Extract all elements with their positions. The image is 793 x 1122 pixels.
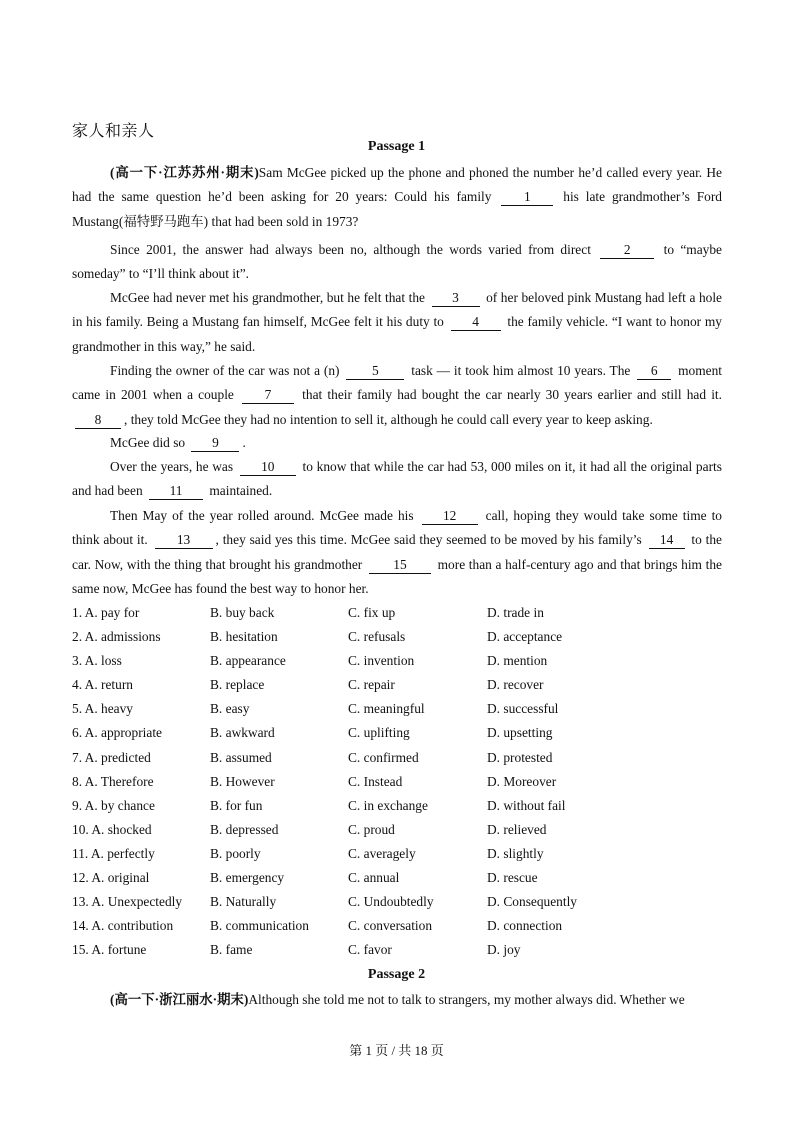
option-d[interactable]: D. joy <box>487 942 521 958</box>
option-a[interactable]: 11. A. perfectly <box>72 845 155 861</box>
blank-6[interactable]: 6 <box>637 363 671 380</box>
option-a[interactable]: 8. A. Therefore <box>72 773 154 789</box>
blank-12[interactable]: 12 <box>422 508 478 525</box>
option-c[interactable]: C. annual <box>348 870 400 886</box>
section-title: 家人和亲人 <box>72 123 155 140</box>
option-row <box>72 818 722 842</box>
option-d[interactable]: D. connection <box>487 918 563 934</box>
option-a[interactable]: 12. A. original <box>72 870 150 886</box>
option-d[interactable]: D. rescue <box>487 870 538 886</box>
blank-4[interactable]: 4 <box>451 314 501 331</box>
option-b[interactable]: B. emergency <box>210 870 285 886</box>
option-b[interactable]: B. Naturally <box>210 894 277 910</box>
option-d[interactable]: D. without fail <box>487 797 566 813</box>
blank-7[interactable]: 7 <box>242 387 294 404</box>
passage-2-title: Passage 2 <box>367 967 426 982</box>
option-c[interactable]: C. favor <box>348 942 392 958</box>
option-b[interactable]: B. hesitation <box>210 629 278 645</box>
option-d[interactable]: D. Moreover <box>487 773 557 789</box>
option-d[interactable]: D. slightly <box>487 845 544 861</box>
option-b[interactable]: B. buy back <box>210 605 275 620</box>
blank-14[interactable]: 14 <box>649 532 685 549</box>
option-d[interactable]: D. upsetting <box>487 725 553 741</box>
option-d[interactable]: D. relieved <box>487 821 547 837</box>
option-a[interactable]: 2. A. admissions <box>72 629 161 645</box>
blank-10[interactable]: 10 <box>240 459 296 476</box>
passage-2-paragraph-1: (高一下·浙江丽水·期末)Although she told me not to talk to strangers, my mother always did. Whether we <box>110 992 685 1007</box>
option-b[interactable]: B. replace <box>210 677 265 693</box>
option-c[interactable]: C. refusals <box>348 629 406 645</box>
passage-2-source: (高一下·浙江丽水·期末) <box>110 992 249 1007</box>
passage-1-paragraph-2: Since 2001, the answer had always been no, although the words varied from direct 2 to “maybe someday” to “I’ll think about it”. <box>72 242 722 282</box>
option-c[interactable]: C. confirmed <box>348 749 419 765</box>
option-c[interactable]: C. in exchange <box>348 797 428 813</box>
option-row <box>72 770 722 794</box>
option-b[interactable]: B. However <box>210 773 275 789</box>
blank-13[interactable]: 13 <box>155 532 213 549</box>
option-c[interactable]: C. averagely <box>348 845 416 861</box>
option-b[interactable]: B. for fun <box>210 797 263 813</box>
option-b[interactable]: B. assumed <box>210 749 272 765</box>
blank-8[interactable]: 8 <box>75 412 121 429</box>
option-a[interactable]: 9. A. by chance <box>72 797 155 813</box>
option-c[interactable]: C. proud <box>348 821 395 837</box>
option-row <box>72 794 722 818</box>
passage-1-paragraph-5: McGee did so 9 . <box>110 435 246 450</box>
option-a[interactable]: 13. A. Unexpectedly <box>72 894 183 910</box>
option-a[interactable]: 1. A. pay for <box>72 605 140 620</box>
option-b[interactable]: B. easy <box>210 701 250 717</box>
option-a[interactable]: 15. A. fortune <box>72 942 147 958</box>
blank-9[interactable]: 9 <box>191 435 239 452</box>
option-c[interactable]: C. uplifting <box>348 725 410 741</box>
option-a[interactable]: 5. A. heavy <box>72 701 133 717</box>
option-row <box>72 842 722 866</box>
option-a[interactable]: 10. A. shocked <box>72 821 152 837</box>
blank-15[interactable]: 15 <box>369 557 431 574</box>
option-row <box>72 721 722 745</box>
option-b[interactable]: B. depressed <box>210 821 279 837</box>
passage-1-paragraph-7: Then May of the year rolled around. McGee made his 12 call, hoping they would take some time to think about it. 13 , they said yes this time. McGee said they seemed to be moved by his family’s 14 to the car. Now, with the thing that brought his grandmother 15 more than a half-century ago and that brings him the same now, McGee has found the best way to honor her. <box>72 508 723 597</box>
option-b[interactable]: B. poorly <box>210 845 261 861</box>
option-a[interactable]: 14. A. contribution <box>72 918 174 934</box>
option-c[interactable]: C. repair <box>348 677 395 693</box>
option-a[interactable]: 6. A. appropriate <box>72 725 162 741</box>
option-d[interactable]: D. Consequently <box>487 894 578 910</box>
option-d[interactable]: D. protested <box>487 749 553 765</box>
option-row <box>72 601 722 625</box>
passage-1-paragraph-4: Finding the owner of the car was not a (n) 5 task — it took him almost 10 years. The 6 moment came in 2001 when a couple 7 that their family had bought the car nearly 30 years earlier and still had it. 8 , they told McGee they had no intention to sell it, although he could call every year to keep asking. <box>72 363 722 427</box>
passage-1-paragraph-3: McGee had never met his grandmother, but he felt that the 3 of her beloved pink Mustang had left a hole in his family. Being a Mustang fan himself, McGee felt it his duty to 4 the family vehicle. “I want to honor my grandmother in this way,” he said. <box>72 290 722 354</box>
option-d[interactable]: D. trade in <box>487 605 544 620</box>
option-c[interactable]: C. conversation <box>348 918 433 934</box>
option-b[interactable]: B. awkward <box>210 725 275 741</box>
option-b[interactable]: B. appearance <box>210 653 286 669</box>
passage-1-title: Passage 1 <box>367 139 426 154</box>
option-d[interactable]: D. acceptance <box>487 629 563 645</box>
option-d[interactable]: D. successful <box>487 701 559 717</box>
option-c[interactable]: C. meaningful <box>348 701 425 717</box>
option-a[interactable]: 3. A. loss <box>72 653 122 669</box>
option-row <box>72 914 722 938</box>
option-row <box>72 697 722 721</box>
option-d[interactable]: D. mention <box>487 653 548 669</box>
option-c[interactable]: C. Instead <box>348 773 403 789</box>
blank-2[interactable]: 2 <box>600 242 654 259</box>
option-row <box>72 625 722 649</box>
option-b[interactable]: B. communication <box>210 918 309 934</box>
answer-options <box>72 601 722 962</box>
option-row <box>72 890 722 914</box>
option-c[interactable]: C. Undoubtedly <box>348 894 434 910</box>
option-row <box>72 649 722 673</box>
option-d[interactable]: D. recover <box>487 677 544 693</box>
blank-5[interactable]: 5 <box>346 363 404 380</box>
option-row <box>72 866 722 890</box>
passage-1-source: (高一下·江苏苏州·期末) <box>110 165 259 180</box>
passage-1-paragraph-1: (高一下·江苏苏州·期末)Sam McGee picked up the phone and phoned the number he’d called every year. He had the same question he’d been asking for 20 years: Could his family 1 his late grandmother’s Ford Mustang(福特野马跑车) that had been sold in 1973? <box>72 165 722 229</box>
page-footer: 第 1 页 / 共 18 页 <box>349 1043 444 1058</box>
option-row <box>72 746 722 770</box>
passage-1-paragraph-6: Over the years, he was 10 to know that while the car had 53, 000 miles on it, it had all the original parts and had been 11 maintained. <box>72 459 722 499</box>
blank-3[interactable]: 3 <box>432 290 480 307</box>
option-row <box>72 673 722 697</box>
option-c[interactable]: C. invention <box>348 653 415 669</box>
option-row <box>72 938 722 962</box>
option-b[interactable]: B. fame <box>210 942 253 958</box>
option-a[interactable]: 4. A. return <box>72 677 133 693</box>
option-a[interactable]: 7. A. predicted <box>72 749 151 765</box>
blank-1[interactable]: 1 <box>501 189 553 206</box>
option-c[interactable]: C. fix up <box>348 605 396 620</box>
blank-11[interactable]: 11 <box>149 483 203 500</box>
